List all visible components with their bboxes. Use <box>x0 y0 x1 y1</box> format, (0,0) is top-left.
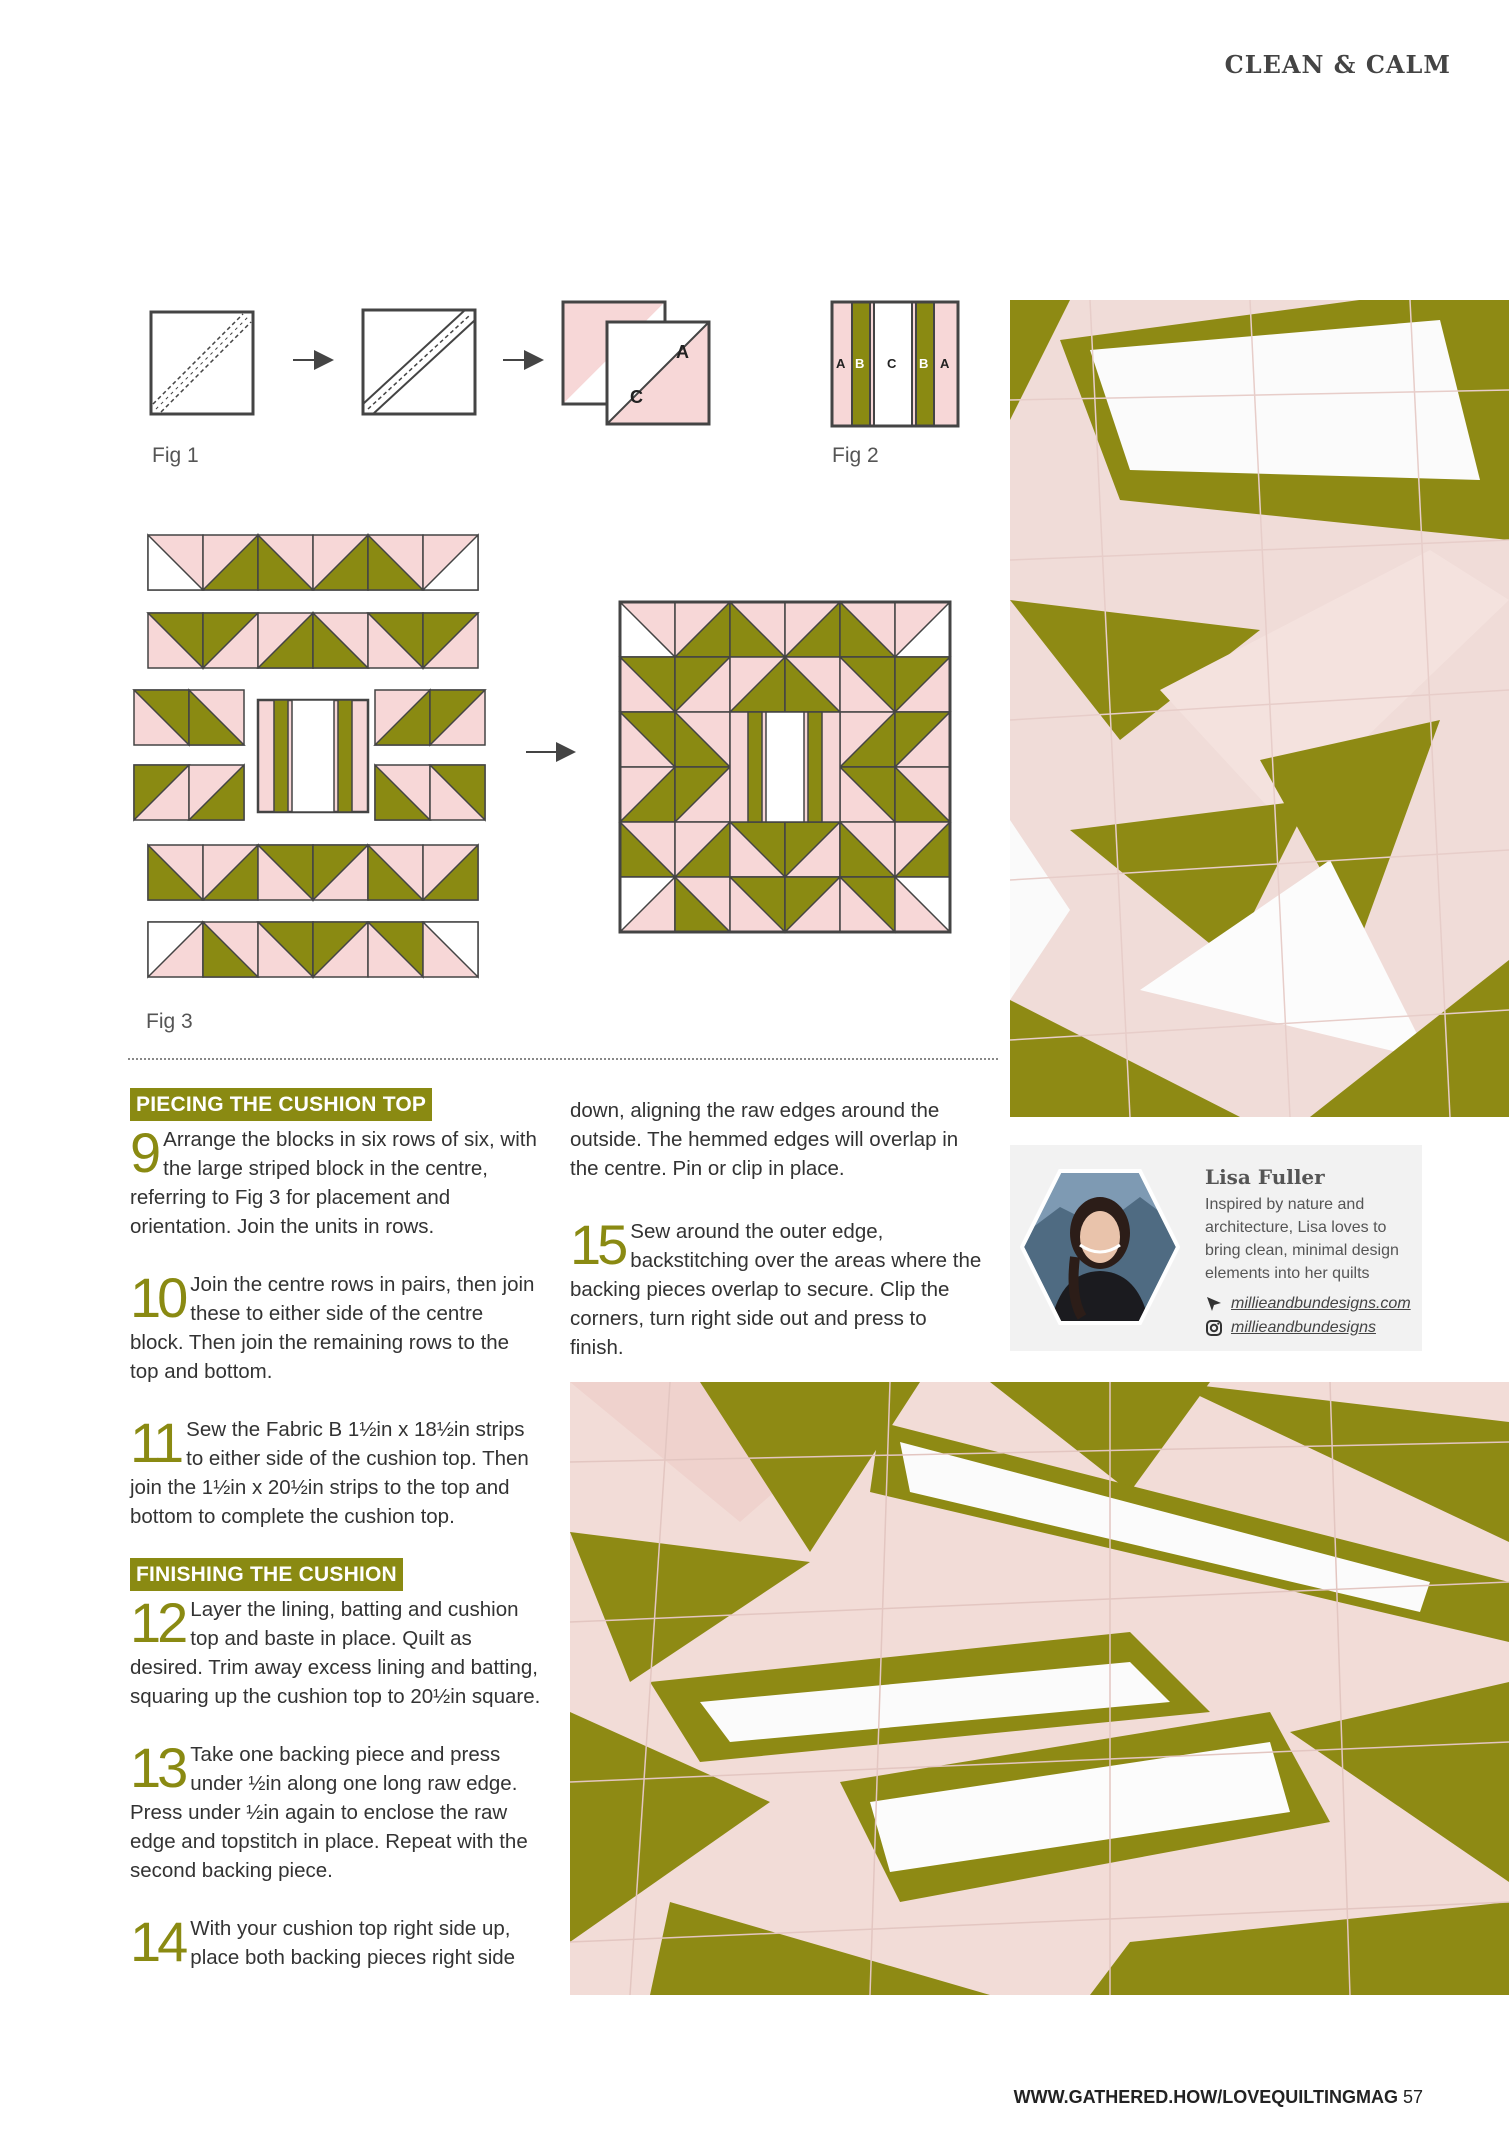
fig3-patch <box>292 700 334 812</box>
step-14-continued <box>570 1096 982 1183</box>
instructions-column-2 <box>570 1096 982 1362</box>
fig1-diagram <box>151 302 709 424</box>
step-number: 12 <box>130 1591 185 1654</box>
step-text: Take one backing piece and press under ½in along one long raw edge. Press under ½in again to enclose the raw edge and topstitch in place. Repeat with the second backing piece. <box>130 1743 528 1882</box>
fig1-letter-c: C <box>630 387 643 407</box>
running-head: CLEAN & CALM <box>1224 50 1451 79</box>
step-text: With your cushion top right side up, place both backing pieces right side <box>190 1917 516 1969</box>
fig1-letter-a: A <box>676 342 689 362</box>
step-number: 9 <box>130 1121 158 1184</box>
fig3-label: Fig 3 <box>146 1010 193 1033</box>
instagram-link[interactable] <box>1205 1319 1376 1337</box>
fig3-patch <box>808 712 822 822</box>
step-number: 15 <box>570 1213 625 1276</box>
fig3-patch <box>766 712 804 822</box>
step-text: Arrange the blocks in six rows of six, with the large striped block in the centre, referring to Fig 3 for placement and orientation. Join the units in rows. <box>130 1128 537 1238</box>
website-link-text: millieandbundesigns.com <box>1231 1295 1411 1312</box>
step-12 <box>130 1591 542 1711</box>
step-text: Layer the lining, batting and cushion top and baste in place. Quilt as desired. Trim away excess lining and batting, squaring up the cushion top to 20½in square. <box>130 1598 541 1708</box>
step-11 <box>130 1411 542 1531</box>
quilt-photo-top <box>1010 300 1509 1117</box>
fig3-patch <box>748 712 762 822</box>
fig2-letter-2: C <box>887 356 897 371</box>
cursor-arrow-icon <box>1205 1295 1223 1313</box>
step-number: 13 <box>130 1736 185 1799</box>
instructions-column-1 <box>130 1088 542 1972</box>
designer-description: Inspired by nature and architecture, Lisa loves to bring clean, minimal design elements into her quilts <box>1205 1196 1399 1282</box>
fig2-letter-3: B <box>919 356 929 371</box>
step-text: Sew around the outer edge, backstitching over the areas where the backing pieces overlap to secure. Clip the corners, turn right side out and press to finish. <box>570 1220 982 1359</box>
fig3-patch <box>338 700 352 812</box>
fig3-patch <box>274 700 288 812</box>
website-link[interactable] <box>1205 1295 1411 1313</box>
step-15 <box>570 1213 982 1362</box>
section-heading-piecing: PIECING THE CUSHION TOP <box>130 1088 432 1121</box>
designer-name: Lisa Fuller <box>1205 1165 1325 1189</box>
fig3-rows <box>134 535 485 977</box>
quilt-photo-bottom <box>570 1382 1509 1995</box>
page-footer <box>1014 2087 1423 2108</box>
step-10 <box>130 1266 542 1386</box>
step-14 <box>130 1910 542 1973</box>
step-number: 11 <box>130 1411 181 1474</box>
fig2-letter-1: B <box>855 356 865 371</box>
fig1-label: Fig 1 <box>152 444 199 467</box>
instagram-link-text: millieandbundesigns <box>1231 1319 1376 1336</box>
dotted-divider <box>128 1058 998 1060</box>
fig2-label: Fig 2 <box>832 444 879 467</box>
step-13 <box>130 1736 542 1885</box>
designer-avatar <box>1020 1167 1180 1327</box>
section-heading-finishing: FINISHING THE CUSHION <box>130 1558 403 1591</box>
designer-bio <box>1010 1145 1422 1351</box>
fig2-diagram <box>832 302 958 426</box>
step-number: 10 <box>130 1266 185 1329</box>
page-number: 57 <box>1402 2087 1423 2107</box>
step-text: down, aligning the raw edges around the outside. The hemmed edges will overlap in the centre. Pin or clip in place. <box>570 1099 959 1180</box>
step-text: Join the centre rows in pairs, then join these to either side of the centre block. Then join the remaining rows to the top and bottom. <box>130 1273 535 1383</box>
step-text: Sew the Fabric B 1½in x 18½in strips to either side of the cushion top. Then join the 1½in x 20½in strips to the top and bottom to complete the cushion top. <box>130 1418 529 1528</box>
step-number: 14 <box>130 1910 185 1973</box>
fig3-assembled-block <box>620 602 950 932</box>
instagram-icon <box>1205 1319 1223 1337</box>
fig2-letter-0: A <box>836 356 846 371</box>
footer-url: WWW.GATHERED.HOW/LOVEQUILTINGMAG <box>1013 2087 1398 2107</box>
step-9 <box>130 1121 542 1241</box>
fig2-letter-4: A <box>940 356 950 371</box>
